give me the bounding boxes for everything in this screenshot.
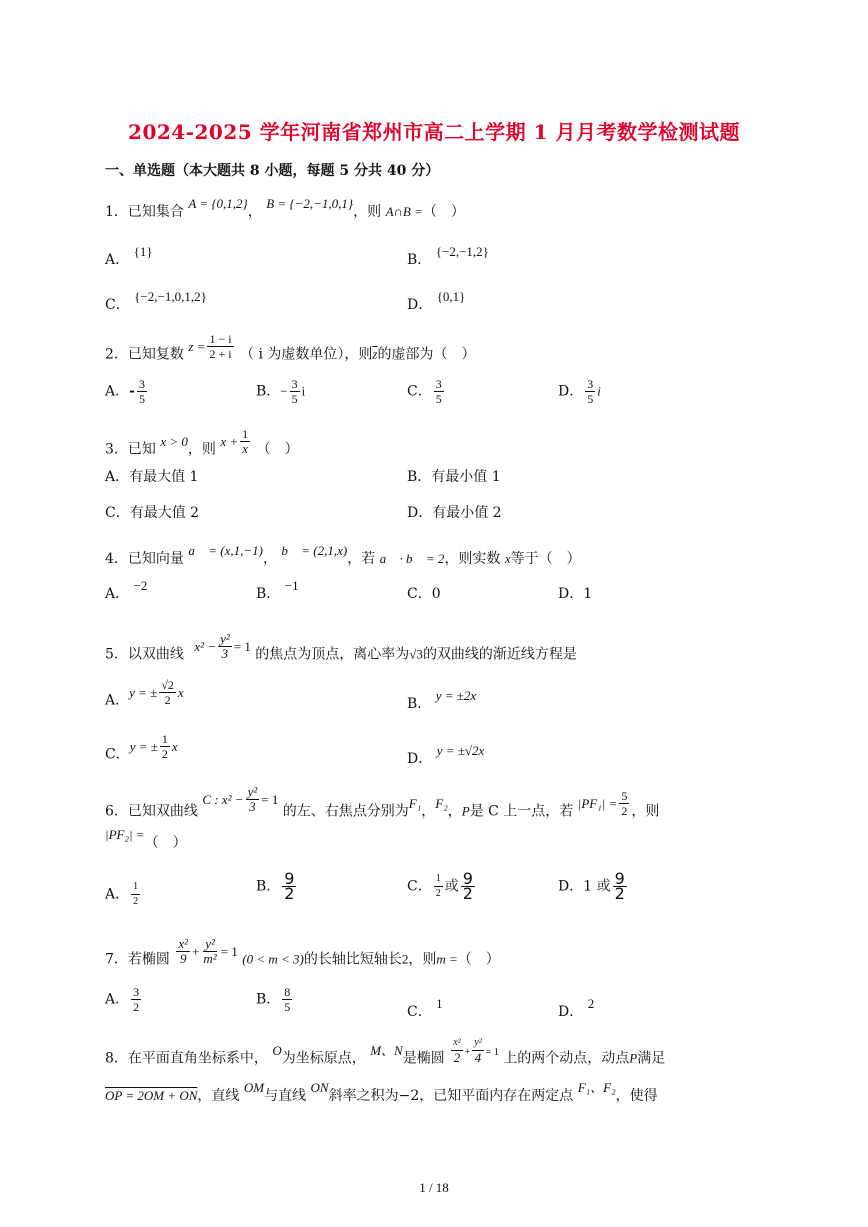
q4-option-c[interactable]: C．0: [407, 586, 441, 602]
q4-option-a[interactable]: A． −2: [105, 578, 148, 602]
question-3: 3．已知 x > 0，则 x + $\frac{1}{x}$ （ ）: [105, 427, 299, 458]
q3-option-c[interactable]: C．有最大值 2: [105, 505, 200, 521]
question-5: 5．以双曲线 x² − $\frac{\text{y²}}{3}$ = 1 的焦点为顶点，离心率为√3的双曲线的渐近线方程是: [105, 631, 577, 663]
q6-option-c[interactable]: C． $\frac{1}{2}$ 或 $\frac{9}{2}$: [407, 869, 473, 903]
q7-option-a[interactable]: A． $\frac{3}{2}$: [105, 985, 140, 1014]
q5-option-d[interactable]: D． y = ±√2x: [407, 743, 485, 767]
q1-option-c[interactable]: C． {−2,−1,0,1,2}: [105, 289, 207, 313]
page-number: 1 / 18: [419, 1180, 449, 1195]
page-title: 2024-2025 学年河南省郑州市高二上学期 1 月月考数学检测试题: [128, 120, 740, 144]
q7-option-d[interactable]: D． 2: [558, 996, 595, 1020]
q3-option-d[interactable]: D．有最小值 2: [407, 505, 502, 521]
q6-option-a[interactable]: A． $\frac{1}{2}$: [105, 881, 139, 907]
z-fraction: $\frac{1 - i}{2 + i}$: [209, 332, 232, 361]
q2-option-a[interactable]: A．- $\frac{3}{5}$: [105, 377, 145, 406]
question-6-cont: |PF₂| =（ ）: [105, 827, 187, 851]
vector-a: a⃗ = (x,1,−1): [188, 543, 263, 558]
q5-option-b[interactable]: B． y = ±2x: [407, 688, 477, 712]
q1-option-a[interactable]: A． {1}: [105, 244, 153, 268]
q7-option-c[interactable]: C． 1: [407, 996, 443, 1020]
q2-option-b[interactable]: B．− $\frac{3}{5}$ i: [256, 377, 306, 406]
q4-option-d[interactable]: D．1: [558, 586, 593, 602]
q5-option-a[interactable]: A．y = ± $\frac{√2}{2}$ x: [105, 678, 184, 709]
q4-option-b[interactable]: B． −1: [256, 578, 299, 602]
question-1: 1．已知集合 A = {0,1,2}， B = {−2,−1,0,1}，则 A∩B =（ ）: [105, 196, 465, 220]
question-6: 6．已知双曲线 C : x² − $\frac{\text{y²}}{3}$ = 1 的左、右焦点分别为F₁，F₂，P是 C 上一点，若 |PF₁| = $\frac{5}{2}$ ，则: [105, 784, 660, 820]
q3-option-a[interactable]: A．有最大值 1: [105, 469, 199, 485]
question-8-cont: OP = 2OM + ON，直线 OM与直线 ON斜率之积为−2，已知平面内存在两定点 F₁、F₂，使得: [105, 1080, 658, 1104]
q7-option-b[interactable]: B． $\frac{8}{5}$: [256, 985, 291, 1014]
vector-b: b⃗ = (2,1,x): [281, 543, 348, 558]
question-7: 7．若椭圆 $\frac{\text{x²}}{9}$ + $\frac{\text{y²}}{\text{m²}}$ = 1 (0 < m < 3)的长轴比短轴长2，则m =（ ）: [105, 936, 500, 968]
question-4: 4．已知向量 a⃗ = (x,1,−1)， b⃗ = (2,1,x)，若 a⃗ · b⃗ = 2，则实数 x等于（ ）: [105, 543, 581, 567]
section-heading: 一、单选题（本大题共 8 小题，每题 5 分共 40 分）: [105, 163, 440, 179]
q3-option-b[interactable]: B．有最小值 1: [407, 469, 501, 485]
vector-equation: OP = 2OM + ON: [105, 1088, 198, 1103]
set-a: A = {0,1,2}: [188, 196, 248, 211]
q5-option-c[interactable]: C．y = ± $\frac{1}{2}$ x: [105, 732, 178, 763]
question-8: 8．在平面直角坐标系中， O为坐标原点， M、N是椭圆 $\frac{\text{x²}}{2}$ + $\frac{\text{y²}}{4}$ = 1 上的两个动点，动点P满足: [105, 1037, 666, 1067]
q1-option-b[interactable]: B． {−2,−1,2}: [407, 244, 489, 268]
q2-option-c[interactable]: C． $\frac{3}{5}$: [407, 377, 442, 406]
q2-option-d[interactable]: D． $\frac{3}{5}$ i: [558, 377, 601, 406]
q6-option-b[interactable]: B． $\frac{9}{2}$: [256, 869, 295, 903]
q1-option-d[interactable]: D． {0,1}: [407, 289, 466, 313]
question-2: 2．已知复数 z = $\frac{1 - i}{2 + i}$ （ i 为虚数单位），则$\overline{z}$的虚部为（ ）: [105, 332, 476, 363]
set-b: B = {−2,−1,0,1}: [266, 196, 354, 211]
q6-option-d[interactable]: D．1 或 $\frac{9}{2}$: [558, 869, 625, 903]
